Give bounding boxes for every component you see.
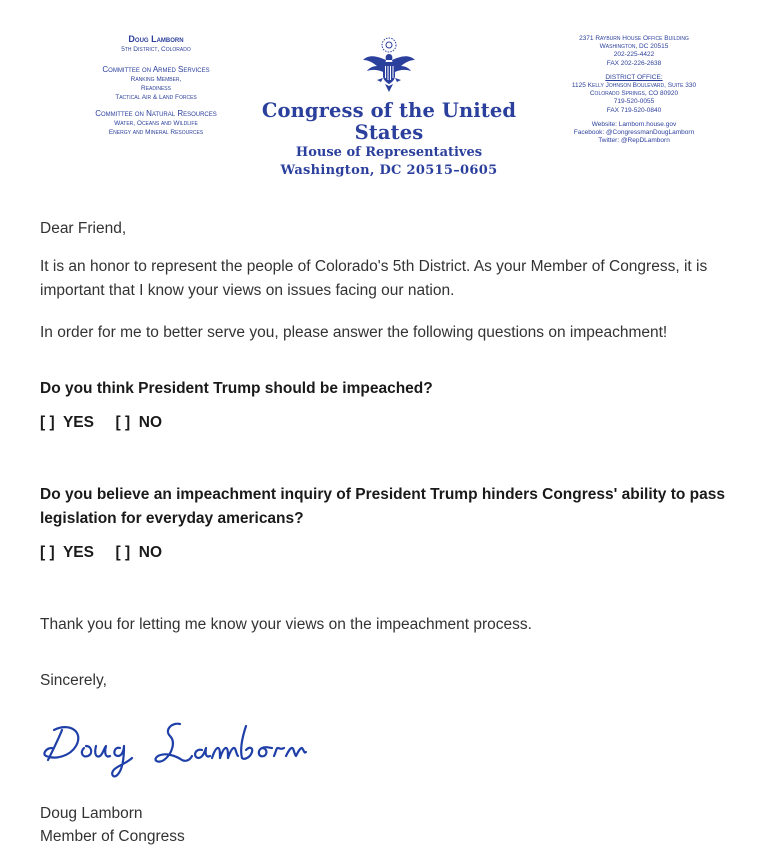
letterhead-title: Congress of the United States — [261, 99, 517, 144]
website-link[interactable]: Website: Lamborn.house.gov — [591, 120, 677, 128]
signer-title: Member of Congress — [40, 828, 185, 845]
request-paragraph: In order for me to better serve you, please answer the following questions on impeachment! — [40, 324, 668, 341]
twitter-link[interactable]: Twitter: @RepDLamborn — [598, 137, 670, 145]
committee-armed-services: Committee on Armed Services — [102, 65, 210, 74]
facebook-link[interactable]: Facebook: @CongressmanDougLamborn — [573, 129, 695, 137]
subcommittee-energy: Energy and Mineral Resources — [108, 129, 204, 136]
subcommittee-readiness: Readiness — [141, 85, 171, 92]
district-address-line2: Colorado Springs, CO 80920 — [589, 90, 679, 98]
member-district: 5th District, Colorado — [121, 46, 191, 53]
subcommittee-water: Water, Oceans and Wildlife — [114, 120, 198, 127]
office-phone: 202-225-4422 — [613, 51, 655, 59]
member-name: Doug Lamborn — [128, 34, 184, 44]
question-2-answer-options[interactable]: [ ] YES [ ] NO — [40, 544, 163, 561]
committee-natural-resources: Committee on Natural Resources — [95, 109, 217, 118]
question-1-answer-options[interactable]: [ ] YES [ ] NO — [40, 414, 163, 431]
letterhead-right — [554, 35, 714, 145]
district-fax: FAX 719-520-0840 — [606, 106, 662, 114]
handwritten-signature — [40, 708, 310, 788]
letterhead-left — [58, 33, 254, 137]
letterhead-city: Washington, DC 20515–0605 — [280, 163, 498, 178]
eagle-seal-icon — [359, 36, 419, 96]
question-2: Do you believe an impeachment inquiry of President Trump hinders Congress' ability to pass legislation for everyday americans? — [40, 486, 725, 527]
subcommittee-air-land: Tactical Air & Land Forces — [115, 94, 197, 101]
letterhead-subtitle: House of Representatives — [295, 145, 483, 160]
letterhead-center — [243, 36, 535, 181]
district-office-heading: DISTRICT OFFICE: — [605, 73, 663, 81]
salutation: Dear Friend, — [40, 220, 127, 237]
closing-paragraph: Thank you for letting me know your views on the impeachment process. — [40, 616, 532, 633]
committee-role: Ranking Member, — [130, 76, 182, 83]
closing: Sincerely, — [40, 672, 107, 689]
signer-name: Doug Lamborn — [40, 805, 143, 822]
intro-paragraph: It is an honor to represent the people of Colorado's 5th District. As your Member of Congress, it is important that I know your views on issues facing our nation. — [40, 258, 708, 299]
district-address-line1: 1125 Kelly Johnson Boulevard, Suite 330 — [571, 82, 697, 90]
office-address-line1: 2371 Rayburn House Office Building — [579, 35, 689, 42]
office-fax: FAX 202-226-2638 — [606, 59, 662, 67]
district-phone: 719-520-0055 — [613, 98, 655, 106]
question-1: Do you think President Trump should be impeached? — [40, 380, 433, 397]
office-address-line2: Washington, DC 20515 — [599, 43, 669, 51]
